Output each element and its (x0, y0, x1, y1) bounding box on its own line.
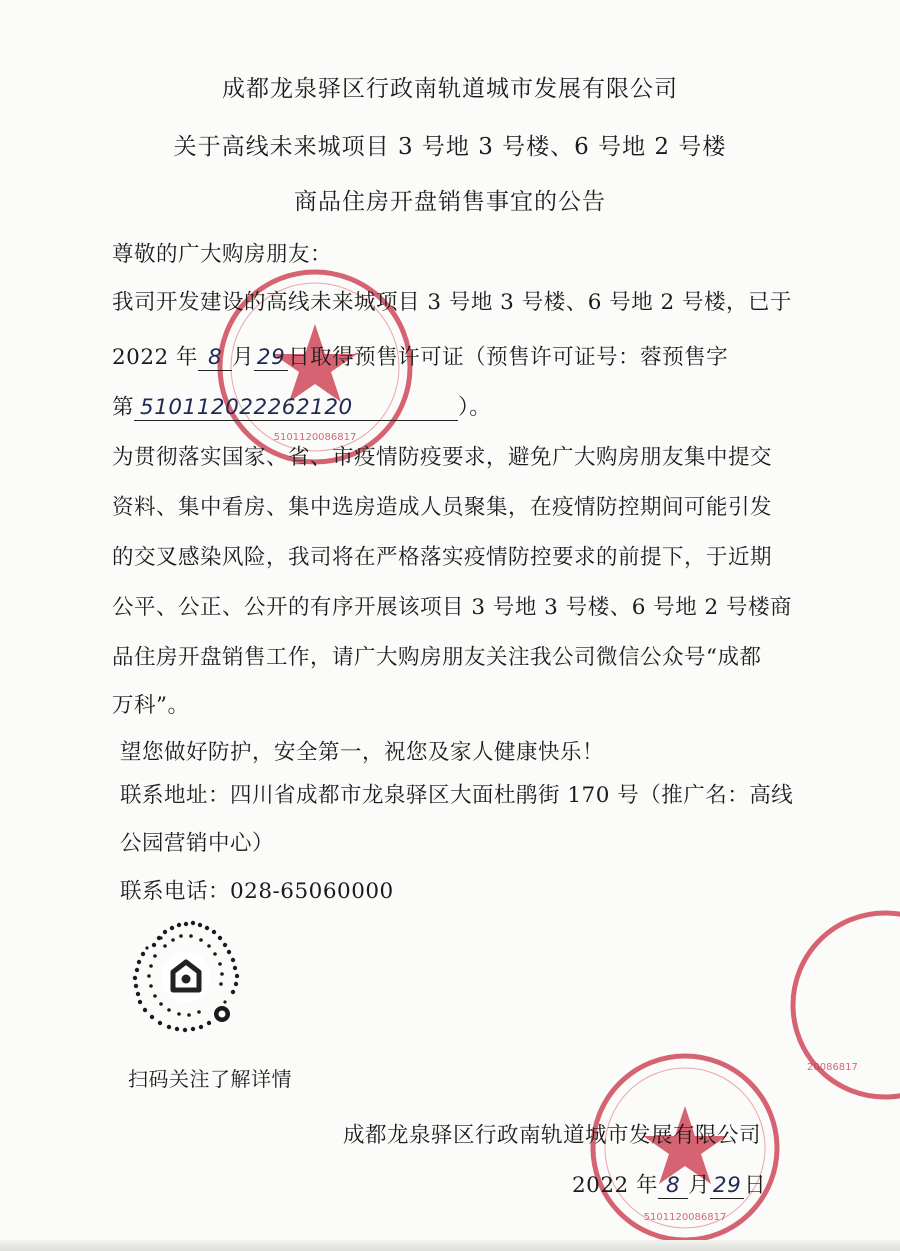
paragraph-2-line-5: 品住房开盘销售工作，请广大购房朋友关注我公司微信公众号“成都 (112, 645, 762, 670)
title-subject: 商品住房开盘销售事宜的公告 (294, 189, 606, 215)
permit-end: ）。 (458, 395, 492, 420)
permit-month-handwritten: 8 (198, 345, 232, 371)
paragraph-2-line-6: 万科”。 (112, 693, 190, 718)
svg-text:5101120086817: 5101120086817 (643, 1212, 727, 1223)
paragraph-1-line-3 (112, 390, 491, 421)
page-bottom-edge (0, 1240, 900, 1251)
qr-code[interactable] (125, 916, 247, 1038)
address-line-2: 公园营销中心） (120, 831, 275, 856)
title-company: 成都龙泉驿区行政南轨道城市发展有限公司 (222, 76, 678, 102)
paragraph-2-line-4: 公平、公正、公开的有序开展该项目 3 号地 3 号楼、6 号地 2 号楼商 (112, 595, 793, 620)
paragraph-2-line-1: 为贯彻落实国家、省、市疫情防疫要求，避免广大购房朋友集中提交 (112, 445, 773, 470)
permit-year: 2022 年 (112, 345, 199, 370)
footer-company: 成都龙泉驿区行政南轨道城市发展有限公司 (343, 1123, 762, 1148)
footer-date-day-handwritten: 29 (710, 1173, 744, 1199)
wish-line: 望您做好防护，安全第一，祝您及家人健康快乐！ (120, 740, 605, 765)
month-unit: 月 (232, 345, 255, 370)
permit-day-handwritten: 29 (254, 345, 288, 371)
footer-date (572, 1168, 766, 1199)
paragraph-2-line-2: 资料、集中看房、集中选房造成人员聚集，在疫情防控期间可能引发 (112, 495, 773, 520)
paragraph-1-line-2 (112, 340, 728, 371)
footer-date-year: 2022 年 (572, 1173, 659, 1198)
phone-line: 联系电话：028-65060000 (120, 879, 394, 904)
footer-date-month-unit: 月 (688, 1173, 711, 1198)
qr-caption: 扫码关注了解详情 (128, 1067, 292, 1091)
footer-date-month-handwritten: 8 (658, 1173, 688, 1199)
greeting: 尊敬的广大购房朋友： (112, 242, 333, 267)
paragraph-2-line-3: 的交叉感染风险，我司将在严格落实疫情防控要求的前提下，于近期 (112, 545, 773, 570)
title-project: 关于高线未来城项目 3 号地 3 号楼、6 号地 2 号楼 (173, 134, 727, 160)
svg-text:20086817: 20086817 (807, 1062, 858, 1073)
paragraph-1-line-1: 我司开发建设的高线未来城项目 3 号地 3 号楼、6 号地 2 号楼，已于 (112, 290, 793, 315)
permit-prefix: 第 (112, 395, 135, 420)
svg-text:5101120086817: 5101120086817 (273, 432, 357, 443)
permit-sentence-rest: 日取得预售许可证（预售许可证号：蓉预售字 (288, 345, 729, 370)
address-line-1: 联系地址：四川省成都市龙泉驿区大面杜鹃街 170 号（推广名：高线 (120, 783, 794, 808)
footer-date-day-unit: 日 (744, 1173, 767, 1198)
permit-number-handwritten: 510112022262120 (134, 395, 458, 421)
